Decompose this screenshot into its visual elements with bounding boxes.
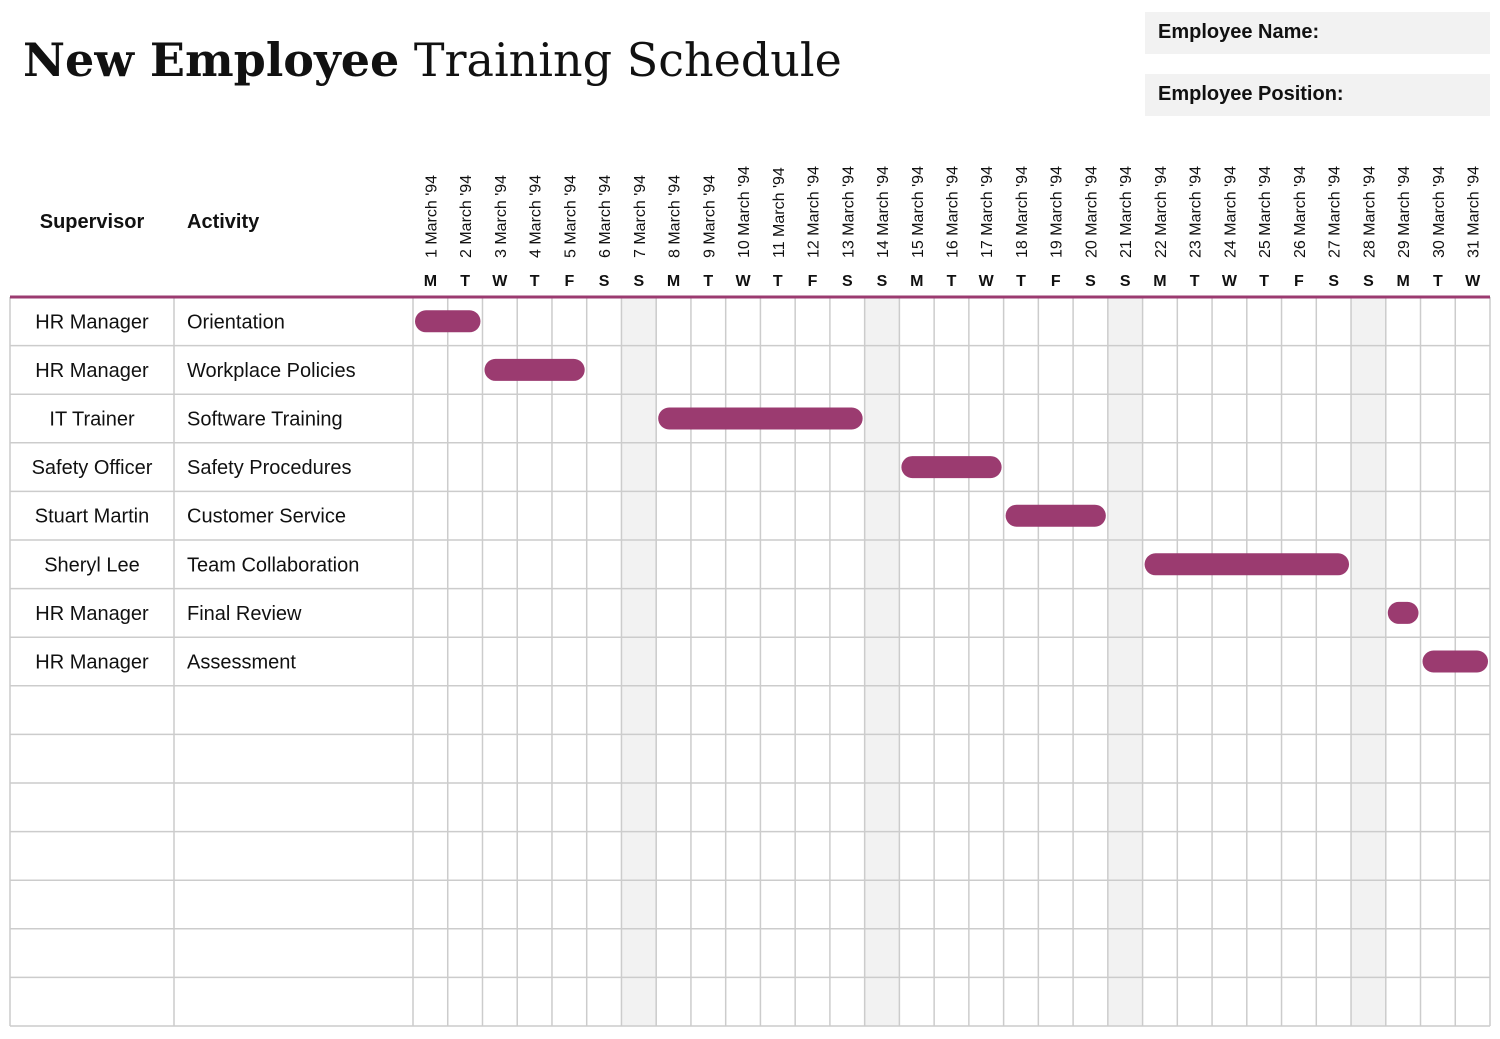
task-supervisor: HR Manager [35,602,149,625]
task-bar[interactable] [1423,651,1488,673]
weekend-column [865,297,900,1026]
day-label: 12 March '94 [805,166,823,258]
weekday-label: W [1465,273,1481,290]
task-rows [32,311,360,673]
weekday-label: W [978,273,994,290]
day-label: 6 March '94 [597,174,615,258]
weekday-label: S [1328,273,1339,290]
weekday-label: S [841,273,853,290]
task-bar[interactable] [901,456,1001,478]
task-bar[interactable] [484,359,584,381]
weekday-label: S [876,273,888,290]
weekday-label: S [1119,273,1131,290]
supervisor-column-header: Supervisor [39,211,145,233]
weekday-label: M [666,273,681,290]
day-label: 27 March '94 [1326,166,1344,258]
task-bar[interactable] [415,310,480,332]
page-title-regular: Training Schedule [413,33,842,87]
page-title-bold: New Employee [23,33,400,87]
weekday-label: W [1221,273,1237,290]
day-label: 23 March '94 [1187,166,1205,258]
weekday-label: T [460,273,471,290]
weekday-label: S [633,273,645,290]
day-label: 2 March '94 [458,174,476,258]
weekday-label: F [807,273,818,290]
day-label: 22 March '94 [1152,166,1170,258]
day-label: 7 March '94 [631,174,649,258]
weekday-label: T [529,273,540,290]
task-activity: Software Training [187,408,343,431]
task-supervisor: IT Trainer [49,408,135,431]
day-label: 17 March '94 [979,166,997,258]
weekday-label: F [1050,273,1061,290]
task-activity: Team Collaboration [187,554,360,577]
day-label: 14 March '94 [875,166,893,258]
day-label: 15 March '94 [909,166,927,258]
weekday-label: W [492,273,508,290]
task-activity: Final Review [187,602,302,625]
task-supervisor: HR Manager [35,359,149,382]
weekday-label: F [1294,273,1304,290]
employee-position-label: Employee Position: [1158,83,1344,105]
employee-name-label: Employee Name: [1158,21,1320,43]
day-label: 19 March '94 [1048,166,1066,258]
task-activity: Assessment [187,651,296,674]
day-label: 10 March '94 [736,166,754,258]
day-label: 26 March '94 [1291,166,1309,258]
weekday-label: S [1363,273,1374,290]
task-activity: Orientation [187,311,285,334]
day-label: 13 March '94 [840,166,858,258]
weekday-label: T [946,273,957,290]
weekday-label: T [1016,273,1026,290]
day-label: 16 March '94 [944,166,962,258]
task-bar[interactable] [1006,505,1106,527]
day-label: 5 March '94 [562,174,580,258]
day-label: 24 March '94 [1222,166,1240,258]
day-label: 4 March '94 [527,174,545,258]
weekday-label: T [1189,273,1200,290]
day-label: 20 March '94 [1083,166,1101,258]
weekday-label: T [703,273,714,290]
day-label: 28 March '94 [1361,166,1379,258]
day-label: 8 March '94 [666,174,684,258]
task-bar[interactable] [658,408,862,430]
day-label: 31 March '94 [1465,166,1483,258]
weekday-label: S [598,273,610,290]
weekday-label: T [1432,273,1443,290]
weekday-label: W [735,273,751,290]
weekday-label: M [1396,273,1410,290]
day-label: 30 March '94 [1430,166,1448,258]
day-label: 3 March '94 [492,174,510,258]
weekend-column [1351,297,1386,1026]
weekday-label: F [564,273,575,290]
weekday-label: M [423,273,438,290]
weekday-label: T [772,273,783,290]
task-bar[interactable] [1388,602,1419,624]
task-activity: Customer Service [187,505,346,528]
task-activity: Safety Procedures [187,457,352,480]
task-supervisor: Stuart Martin [34,505,150,528]
task-supervisor: HR Manager [35,311,149,334]
weekday-label: M [910,273,924,290]
chart-header [40,166,1483,290]
task-supervisor: Sheryl Lee [44,554,140,577]
weekday-label: T [1259,273,1270,290]
task-supervisor: HR Manager [35,651,149,674]
task-bar[interactable] [1145,553,1349,575]
day-label: 1 March '94 [423,174,441,258]
activity-column-header: Activity [187,211,260,233]
task-activity: Workplace Policies [187,359,356,382]
day-label: 21 March '94 [1118,166,1136,258]
day-label: 29 March '94 [1396,166,1414,258]
weekday-label: S [1085,273,1096,290]
weekend-column [1108,297,1143,1026]
weekend-column [621,297,656,1026]
weekday-label: M [1153,273,1167,290]
day-label: 11 March '94 [770,167,788,258]
day-label: 18 March '94 [1013,166,1031,258]
task-supervisor: Safety Officer [31,457,153,480]
day-label: 9 March '94 [701,174,719,258]
day-label: 25 March '94 [1257,166,1275,258]
